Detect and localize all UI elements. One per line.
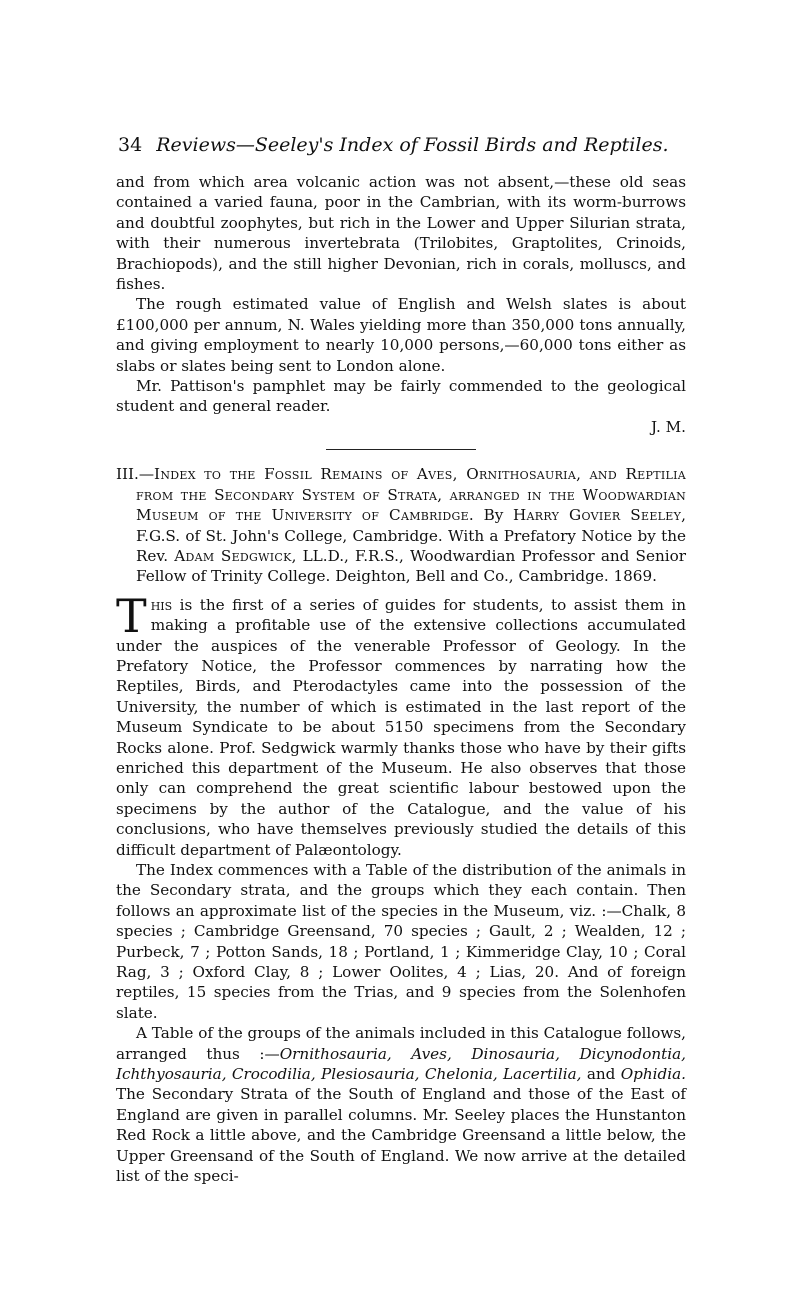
review-paragraph-3 xyxy=(116,1023,686,1186)
closing-text: Mr. Pattison's pamphlet may be fairly commended to the geological student and general reader. xyxy=(116,377,686,416)
running-header xyxy=(118,132,686,158)
drop-cap-rest: his xyxy=(150,595,173,614)
paragraph-1-text: is the first of a series of guides for students, to assist them in making a profitable use of the extensive collections accumulated under the auspices of the venerable Professor of Geology. In the Prefatory Notice, the Professor commences by narrating how the Reptiles, Birds, and Pterodactyles came into the possession of the University, the number of which is estimated in the last report of the Museum Syndicate to be about 5150 specimens from the Secondary Rocks alone. Prof. Sedgwick warmly thanks those who have by their gifts enriched this department of the Museum. He also observes that those only can comprehend the great scientific labour bestowed upon the specimens by the author of the Catalogue, and the value of his conclusions, who have themselves previously studied the details of this difficult department of Palæontology. xyxy=(116,595,686,859)
para3-groups: Ornithosauria, Aves, Dinosauria, Dicynodontia, Ichthyosauria, Crocodilia, Plesiosauria, Chelonia, Lacertilia, xyxy=(116,1044,687,1084)
notice-author: Adam Sedgwick xyxy=(174,546,292,565)
review-numeral: III.— xyxy=(116,465,155,484)
review-book-title: Index to the Fossil Remains of Aves, Ornithosauria, and Reptilia from the Secondary System of Strata, arranged in the Woodwardian Museum of the University of Cambridge. xyxy=(136,465,686,525)
para3-and: and xyxy=(581,1065,621,1084)
running-title: Reviews—Seeley's Index of Fossil Birds and Reptiles. xyxy=(156,134,669,156)
prev-review-closing xyxy=(116,376,686,417)
para3-end: The Secondary Strata of the South of England and those of the East of England are given in parallel columns. Mr. Seeley places the Hunstanton Red Rock a little above, and the Cambridge Greensand a little below, the Upper Greensand of the South of England. We now arrive at the detailed list of the speci- xyxy=(116,1085,686,1186)
drop-cap: T xyxy=(116,588,147,643)
author-prefix: By xyxy=(483,506,504,525)
para3-start: A Table of the groups of the animals included in this Catalogue follows, arranged thus :— xyxy=(116,1024,686,1063)
review-paragraph-2: The Index commences with a Table of the distribution of the animals in the Secondary strata, and the groups which they each contain. Then follows an approximate list of the species in the Museum, viz. :—Chalk, 8 species ; Cambridge Greensand, 70 species ; Gault, 2 ; Wealden, 12 ; Purbeck, 7 ; Potton Sands, 18 ; Portland, 1 ; Kimmeridge Clay, 10 ; Coral Rag, 3 ; Oxford Clay, 8 ; Lower Oolites, 4 ; Lias, 20. And of foreign reptiles, 15 species from the Trias, and 9 species from the Solenhofen slate. xyxy=(116,861,686,1022)
author-name: Harry Govier Seeley xyxy=(512,506,682,525)
para3-ophidia: Ophidia. xyxy=(620,1065,686,1084)
signature-line xyxy=(116,417,686,437)
page-number: 34 xyxy=(118,134,143,156)
signature: J. M. xyxy=(651,417,686,436)
section-divider xyxy=(326,449,476,450)
author-rest: , F.G.S. of St. John's College, Cambridge. With a Prefatory Notice by the Rev. xyxy=(136,506,686,565)
page xyxy=(116,132,686,1187)
review-heading xyxy=(116,464,686,586)
review-paragraph-1 xyxy=(116,588,686,860)
prev-review-paragraph-2: The rough estimated value of English and Welsh slates is about £100,000 per annum, N. Wales yielding more than 350,000 tons annually, and giving employment to nearly 10,000 persons,—60,000 tons either as slabs or slates being sent to London alone. xyxy=(116,295,686,375)
notice-rest: , LL.D., F.R.S., Woodwardian Professor and Senior Fellow of Trinity College. Deighton, Bell and Co., Cambridge. 1869. xyxy=(136,546,686,586)
prev-review-paragraph-1: and from which area volcanic action was not absent,—these old seas contained a varied fauna, poor in the Cambrian, with its worm-burrows and doubtful zoophytes, but rich in the Lower and Upper Silurian strata, with their numerous invertebrata (Trilobites, Graptolites, Crinoids, Brachiopods), and the still higher Devonian, rich in corals, molluscs, and fishes. xyxy=(116,173,686,294)
